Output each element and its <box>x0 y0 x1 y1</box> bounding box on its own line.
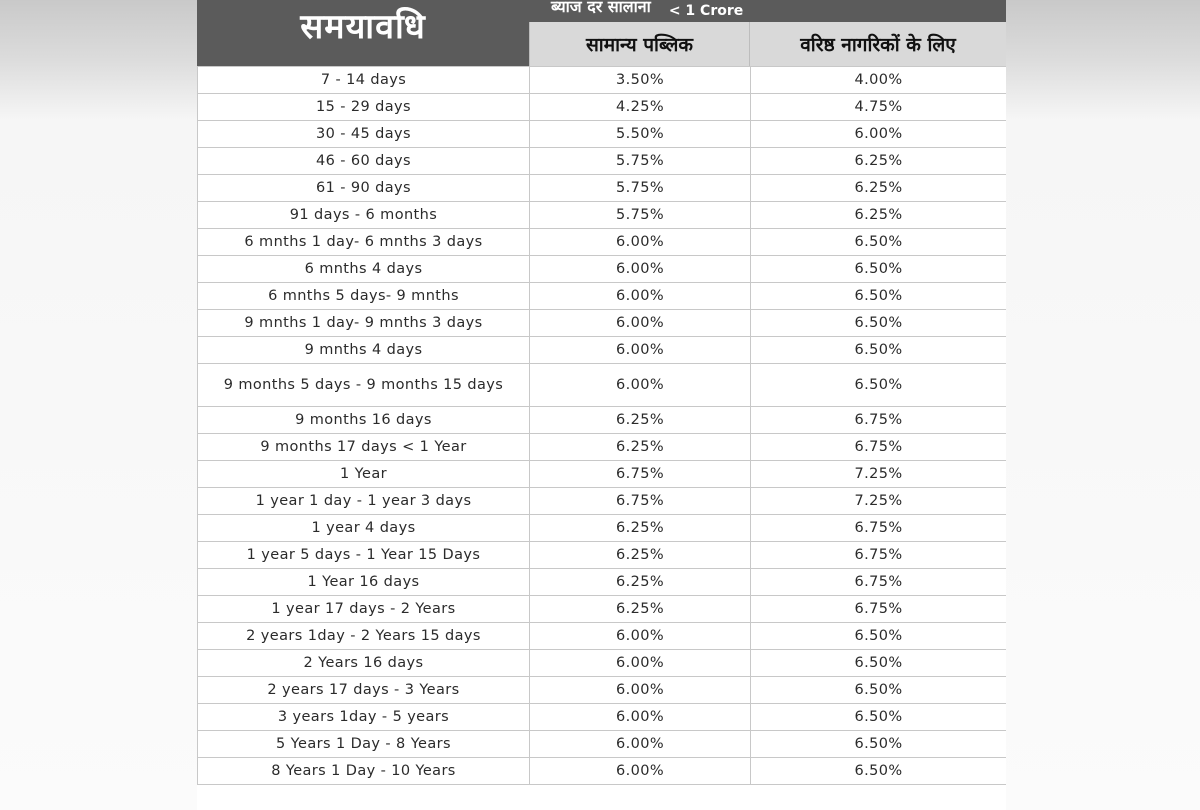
table-row <box>198 488 1007 515</box>
period-cell: 1 year 1 day - 1 year 3 days <box>198 488 530 515</box>
general-rate-cell: 6.25% <box>530 569 751 596</box>
rate-group-header <box>529 0 1006 22</box>
period-cell: 1 year 5 days - 1 Year 15 Days <box>198 542 530 569</box>
table-row <box>198 434 1007 461</box>
period-cell: 61 - 90 days <box>198 175 530 202</box>
period-cell: 9 months 17 days < 1 Year <box>198 434 530 461</box>
table-row <box>198 337 1007 364</box>
general-rate-cell: 6.00% <box>530 337 751 364</box>
senior-rate-cell: 6.50% <box>751 623 1007 650</box>
background-left <box>0 0 197 810</box>
general-rate-cell: 6.00% <box>530 310 751 337</box>
general-rate-cell: 6.25% <box>530 542 751 569</box>
general-rate-cell: 5.75% <box>530 148 751 175</box>
general-rate-cell: 5.75% <box>530 175 751 202</box>
senior-rate-cell: 6.50% <box>751 364 1007 407</box>
table-row <box>198 229 1007 256</box>
general-rate-cell: 6.00% <box>530 256 751 283</box>
senior-rate-cell: 6.50% <box>751 650 1007 677</box>
senior-rate-cell: 6.25% <box>751 202 1007 229</box>
table-row <box>198 515 1007 542</box>
period-cell: 3 years 1day - 5 years <box>198 704 530 731</box>
senior-rate-cell: 6.50% <box>751 677 1007 704</box>
table-row <box>198 542 1007 569</box>
period-cell: 9 months 5 days - 9 months 15 days <box>198 364 530 407</box>
period-cell: 91 days - 6 months <box>198 202 530 229</box>
interest-rate-table-sheet <box>197 0 1006 810</box>
period-header-label: समयावधि <box>300 7 426 47</box>
period-cell: 30 - 45 days <box>198 121 530 148</box>
table-row <box>198 677 1007 704</box>
period-cell: 15 - 29 days <box>198 94 530 121</box>
table-row <box>198 310 1007 337</box>
table-row <box>198 407 1007 434</box>
senior-rate-cell: 6.50% <box>751 256 1007 283</box>
table-row <box>198 283 1007 310</box>
senior-rate-cell: 7.25% <box>751 461 1007 488</box>
period-cell: 1 Year <box>198 461 530 488</box>
senior-rate-cell: 7.25% <box>751 488 1007 515</box>
senior-rate-cell: 6.75% <box>751 569 1007 596</box>
period-cell: 9 mnths 1 day- 9 mnths 3 days <box>198 310 530 337</box>
period-cell: 2 years 17 days - 3 Years <box>198 677 530 704</box>
senior-citizens-header: वरिष्ठ नागरिकों के लिए <box>750 22 1006 66</box>
table-row <box>198 364 1007 407</box>
senior-rate-cell: 4.75% <box>751 94 1007 121</box>
general-rate-cell: 6.00% <box>530 677 751 704</box>
general-rate-cell: 6.00% <box>530 283 751 310</box>
period-cell: 1 Year 16 days <box>198 569 530 596</box>
general-rate-cell: 6.75% <box>530 461 751 488</box>
rate-group-label: ब्याज दर सालाना <box>551 0 651 16</box>
general-rate-cell: 6.00% <box>530 229 751 256</box>
senior-rate-cell: 6.75% <box>751 434 1007 461</box>
table-row <box>198 148 1007 175</box>
table-row <box>198 202 1007 229</box>
senior-rate-cell: 6.75% <box>751 596 1007 623</box>
period-cell: 46 - 60 days <box>198 148 530 175</box>
general-rate-cell: 6.00% <box>530 364 751 407</box>
general-rate-cell: 6.00% <box>530 650 751 677</box>
general-rate-cell: 5.50% <box>530 121 751 148</box>
general-rate-cell: 6.25% <box>530 515 751 542</box>
general-rate-cell: 6.00% <box>530 704 751 731</box>
period-header <box>197 0 529 66</box>
background-right <box>1006 0 1200 810</box>
period-cell: 9 months 16 days <box>198 407 530 434</box>
period-cell: 6 mnths 1 day- 6 mnths 3 days <box>198 229 530 256</box>
general-rate-cell: 6.00% <box>530 623 751 650</box>
general-rate-cell: 6.25% <box>530 407 751 434</box>
general-rate-cell: 3.50% <box>530 67 751 94</box>
senior-rate-cell: 6.50% <box>751 704 1007 731</box>
senior-rate-cell: 6.75% <box>751 515 1007 542</box>
general-public-header: सामान्य पब्लिक <box>529 22 750 66</box>
table-row <box>198 704 1007 731</box>
rates-table <box>197 66 1006 785</box>
amount-label: < 1 Crore <box>668 3 744 19</box>
senior-rate-cell: 6.25% <box>751 148 1007 175</box>
senior-rate-cell: 6.50% <box>751 758 1007 785</box>
table-row <box>198 175 1007 202</box>
table-row <box>198 596 1007 623</box>
table-row <box>198 256 1007 283</box>
period-cell: 7 - 14 days <box>198 67 530 94</box>
period-cell: 6 mnths 5 days- 9 mnths <box>198 283 530 310</box>
period-cell: 1 year 4 days <box>198 515 530 542</box>
general-rate-cell: 5.75% <box>530 202 751 229</box>
general-rate-cell: 6.00% <box>530 731 751 758</box>
general-rate-cell: 6.25% <box>530 434 751 461</box>
senior-rate-cell: 6.25% <box>751 175 1007 202</box>
senior-rate-cell: 6.50% <box>751 310 1007 337</box>
senior-rate-cell: 6.50% <box>751 731 1007 758</box>
period-cell: 8 Years 1 Day - 10 Years <box>198 758 530 785</box>
general-rate-cell: 6.25% <box>530 596 751 623</box>
period-cell: 2 Years 16 days <box>198 650 530 677</box>
general-rate-cell: 6.00% <box>530 758 751 785</box>
senior-rate-cell: 6.50% <box>751 283 1007 310</box>
senior-rate-cell: 6.50% <box>751 337 1007 364</box>
table-row <box>198 731 1007 758</box>
table-row <box>198 94 1007 121</box>
period-cell: 5 Years 1 Day - 8 Years <box>198 731 530 758</box>
senior-rate-cell: 6.75% <box>751 407 1007 434</box>
table-row <box>198 569 1007 596</box>
period-cell: 2 years 1day - 2 Years 15 days <box>198 623 530 650</box>
general-rate-cell: 6.75% <box>530 488 751 515</box>
period-cell: 6 mnths 4 days <box>198 256 530 283</box>
table-row <box>198 758 1007 785</box>
senior-rate-cell: 6.00% <box>751 121 1007 148</box>
table-row <box>198 67 1007 94</box>
table-row <box>198 121 1007 148</box>
table-row <box>198 650 1007 677</box>
general-rate-cell: 4.25% <box>530 94 751 121</box>
period-cell: 1 year 17 days - 2 Years <box>198 596 530 623</box>
senior-rate-cell: 6.50% <box>751 229 1007 256</box>
senior-rate-cell: 6.75% <box>751 542 1007 569</box>
table-row <box>198 623 1007 650</box>
period-cell: 9 mnths 4 days <box>198 337 530 364</box>
table-row <box>198 461 1007 488</box>
senior-rate-cell: 4.00% <box>751 67 1007 94</box>
